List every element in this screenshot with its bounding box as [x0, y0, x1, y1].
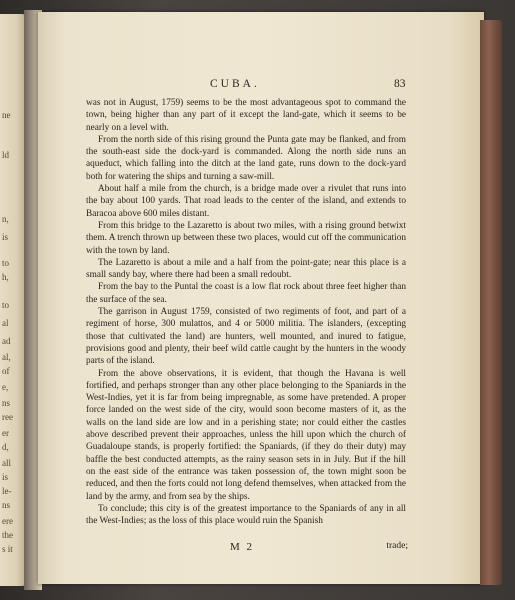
catchword: trade; [386, 541, 408, 551]
paragraph: was not in August, 1759) seems to be the most advantageous spot to command the town, being higher than any part of it except the land-gate, which it seems to be nearly on a level with. [86, 98, 406, 133]
book-cover-board [480, 20, 502, 585]
left-page-fragment: n, [2, 214, 9, 224]
left-page-fragment: s it [2, 544, 13, 554]
left-page-fragment: ne [2, 110, 11, 120]
left-page-fragment: to [2, 258, 10, 268]
left-page-fragment: ad [2, 336, 11, 346]
paragraph: From the above observations, it is evident, that though the Havana is well fortified, and perhaps stronger than any other place belonging to the Spaniards in the West-Indies, yet it is far from being impregnable, as some have pretended. A proper force landed on the west side of the city, would soon become masters of it, as the walls on the land side are low and in a perishing state; nor could either the castles above described prevent their approaches, unless the hill upon which the church of Guadaloupe stands, is properly fortified: the Spaniards, (if they do their duty) may baffle the best conducted attempts, as the rainy season sets in in July. But if the hill on the east side of the entrance was taken possession of, the town might soon be reduced, and then the forts could not long defend themselves, when attacked from the land by the army, and from sea by the ships. [86, 368, 406, 502]
left-page-fragment: ree [2, 412, 13, 422]
left-page-fragment: er [2, 428, 9, 438]
page-number: 83 [394, 78, 406, 90]
paragraph: About half a mile from the church, is a bridge made over a rivulet that runs into the bay about 100 yards. That road leads to the center of the island, and extends to Baracoa above 600 miles distant. [86, 184, 406, 219]
left-page-fragment: al, [2, 352, 11, 362]
paragraph: From the north side of this rising ground the Punta gate may be flanked, and from the south-east side the dock-yard is commanded. Along the north side runs an aqueduct, which falling into the ditch at the land gate, runs down to the dock-yard both for watering the ships and turning a saw-mill. [86, 134, 406, 182]
left-page-fragment: ns [2, 398, 11, 408]
signature-mark: M 2 [230, 541, 255, 553]
left-page-fragment: e, [2, 382, 9, 392]
paragraph: The garrison in August 1759, consisted of two regiments of foot, and part of a regiment of horse, 300 mulattos, and 4 or 5000 militia. The islanders, (excepting those that cultivated the land) are hunters, well mounted, and inured to fatigue, provisions good and plenty, their beef wild cattle caught by the hunters in the woody parts of the island. [86, 307, 406, 367]
page-header [88, 78, 418, 92]
left-page-fragment: le- [2, 486, 12, 496]
page-footer [86, 541, 408, 555]
left-page-fragment: ere [2, 516, 13, 526]
left-page-fragment: to [2, 300, 10, 310]
paragraph: To conclude; this city is of the greatest importance to the Spaniards of any in all the West-Indies; as the loss of this place would ruin the Spanish [86, 503, 406, 527]
body-text [86, 97, 406, 527]
paragraph: The Lazaretto is about a mile and a half from the point-gate; near this place is a small sandy bay, where there had been a small redoubt. [86, 257, 406, 281]
left-page-fragment: ns [2, 500, 11, 510]
left-page-fragment: ld [2, 150, 10, 160]
left-page-fragment: all [2, 458, 11, 468]
left-page-fragment: of [2, 366, 10, 376]
left-page-fragment: h, [2, 272, 9, 282]
left-page-fragment: d, [2, 442, 9, 452]
left-page-fragment: is [2, 232, 9, 242]
paragraph: From the bay to the Puntal the coast is a low flat rock about three feet higher than the surface of the sea. [86, 282, 406, 305]
left-page-fragment: the [2, 530, 13, 540]
left-page-fragment: al [2, 318, 9, 328]
left-page-fragment: is [2, 472, 9, 482]
running-title: CUBA. [210, 78, 260, 90]
left-page-edge [0, 14, 26, 586]
paragraph: From this bridge to the Lazaretto is about two miles, with a rising ground betwixt them. A trench thrown up between these two places, would cut off the communication with the town by land. [86, 220, 406, 256]
